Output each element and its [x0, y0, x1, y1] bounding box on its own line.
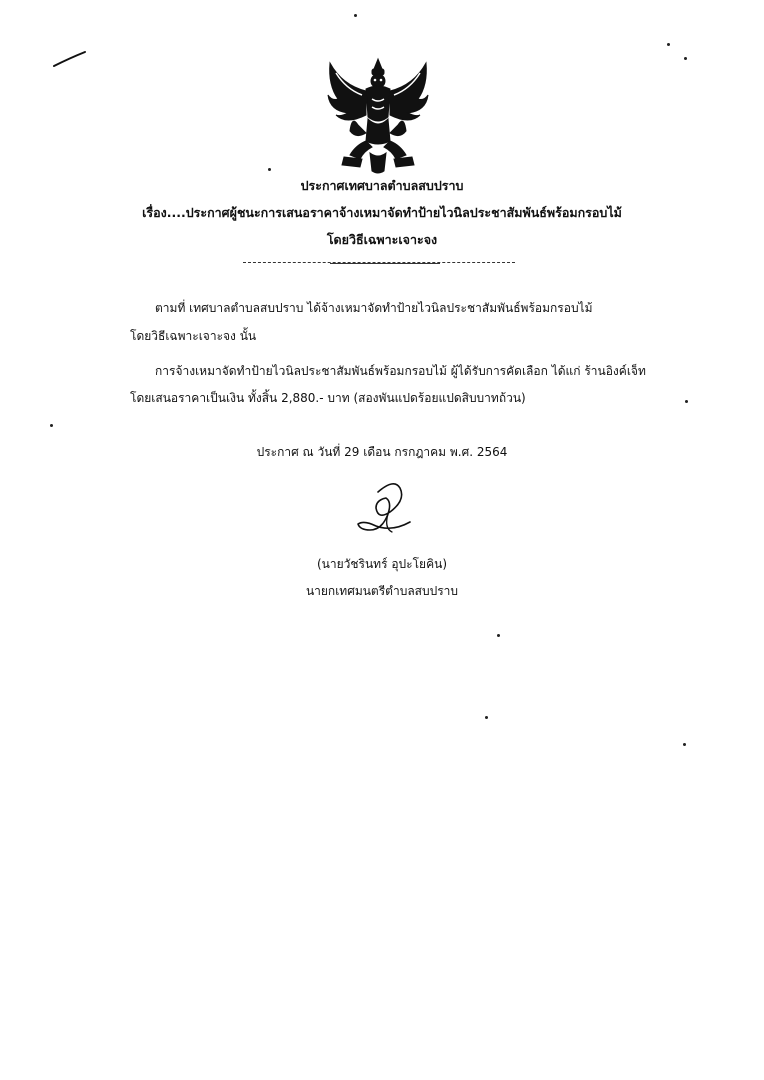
paragraph-1-line-2: โดยวิธีเฉพาะเจาะจง นั้น — [130, 329, 257, 343]
title-divider-bold — [330, 263, 440, 264]
document-title: ประกาศเทศบาลตำบลสบปราบ — [300, 178, 464, 193]
paragraph-2-line-1: การจ้างเหมาจัดทำป้ายไวนิลประชาสัมพันธ์พร้อมกรอบไม้ ผู้ได้รับการคัดเลือก ได้แก่ ร้านอิงค์เจ็ท — [155, 364, 646, 378]
paragraph-2-line-2: โดยเสนอราคาเป็นเงิน ทั้งสิ้น 2,880.- บาท (สองพันแปดร้อยแปดสิบบาทถ้วน) — [130, 391, 526, 405]
procurement-method: โดยวิธีเฉพาะเจาะจง — [326, 232, 438, 247]
scan-speck — [497, 634, 500, 637]
signer-position: นายกเทศมนตรีตำบลสบปราบ — [305, 584, 459, 598]
garuda-emblem-icon — [322, 55, 434, 175]
scan-speck — [268, 168, 271, 171]
scan-speck — [667, 43, 670, 46]
document-subject: เรื่อง....ประกาศผู้ชนะการเสนอราคาจ้างเหมาจัดทำป้ายไวนิลประชาสัมพันธ์พร้อมกรอบไม้ — [142, 205, 622, 220]
scan-speck — [354, 14, 357, 17]
scan-speck — [683, 743, 686, 746]
scan-speck — [684, 57, 687, 60]
announcement-date: ประกาศ ณ วันที่ 29 เดือน กรกฎาคม พ.ศ. 2564 — [256, 445, 508, 459]
scan-speck — [685, 400, 688, 403]
scan-speck — [485, 716, 488, 719]
scan-speck — [50, 424, 53, 427]
signer-name: (นายวัชรินทร์ อุปะโยคิน) — [316, 557, 447, 571]
scan-mark-stroke — [52, 50, 92, 70]
handwritten-signature-icon — [348, 478, 418, 540]
paragraph-1-line-1: ตามที่ เทศบาลตำบลสบปราบ ได้จ้างเหมาจัดทำป้ายไวนิลประชาสัมพันธ์พร้อมกรอบไม้ — [155, 301, 593, 315]
